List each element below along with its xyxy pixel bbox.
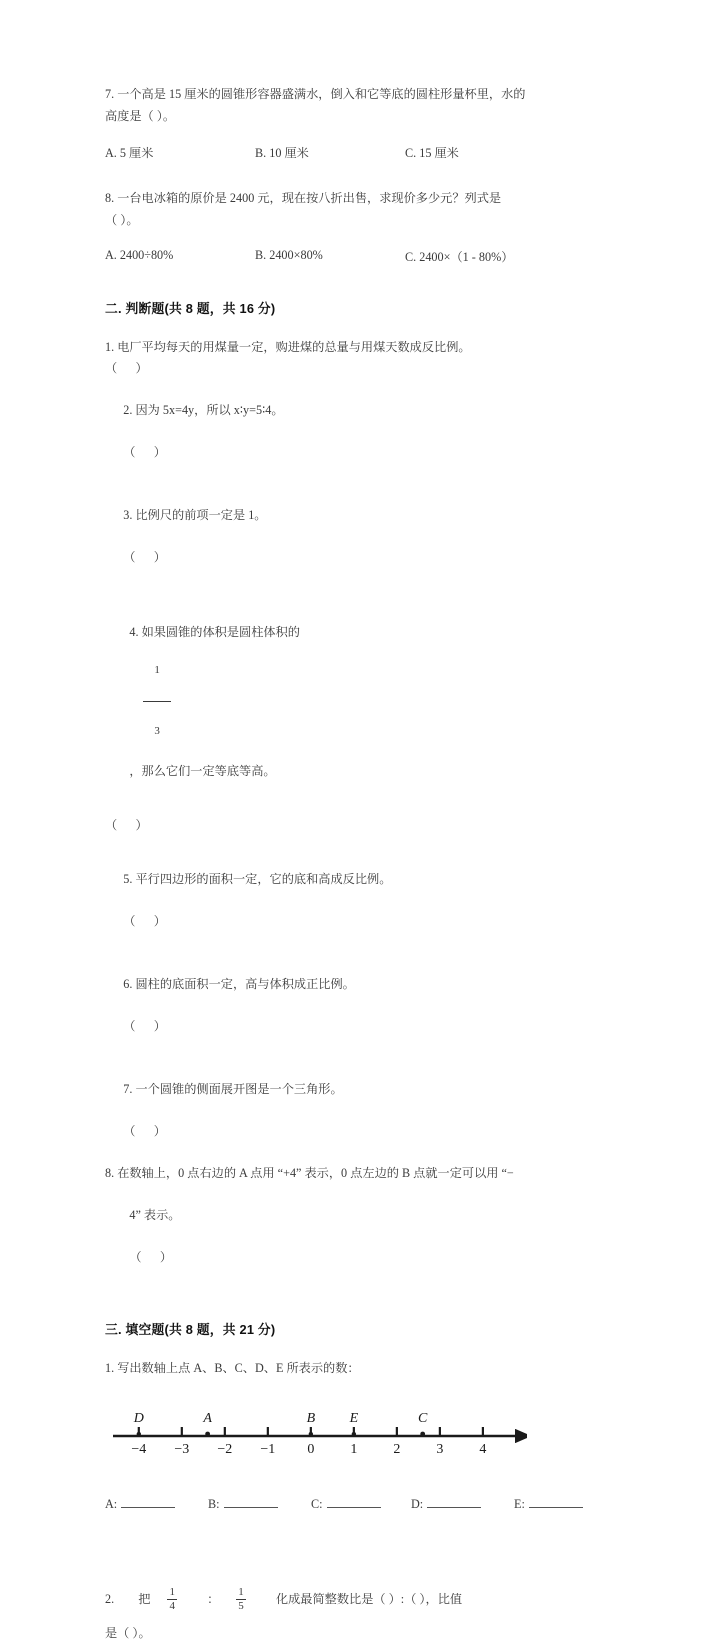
answer-blank-a[interactable]	[105, 1496, 175, 1512]
answer-blank-d[interactable]	[411, 1496, 481, 1512]
fill-question-2-text-line2[interactable]: 是（ ）。	[105, 1626, 151, 1641]
answer-blank-e-underline[interactable]	[529, 1496, 583, 1508]
fraction-denominator: 5	[238, 1600, 244, 1613]
answer-blank-d-underline[interactable]	[427, 1496, 481, 1508]
number-line-point-label: B	[306, 1411, 316, 1427]
judge-item-2-text: 2. 因为 5x=4y，所以 x∶y=5∶4。	[123, 403, 284, 417]
judge-item-1-answer-paren[interactable]: （ ）	[105, 361, 148, 375]
number-line-tick-label: −4	[131, 1442, 147, 1458]
judge-item-6-text: 6. 圆柱的底面积一定，高与体积成正比例。	[123, 977, 355, 992]
number-line-tick-labels	[131, 1442, 486, 1457]
question-7-stem-line2: 高度是（ ）。	[105, 109, 176, 123]
number-line-point-dot	[309, 1432, 313, 1436]
answer-blank-b-label: B:	[208, 1497, 220, 1512]
question-7-option-b[interactable]: B. 10 厘米	[255, 146, 309, 160]
fraction-denominator: 4	[169, 1600, 175, 1613]
fraction-numerator: 1	[238, 1585, 244, 1598]
fraction-numerator: 1	[154, 664, 160, 677]
question-7-option-a[interactable]: A. 5 厘米	[105, 146, 154, 160]
number-line-tick-label: −2	[217, 1442, 233, 1458]
question-8-option-a[interactable]: A. 2400÷80%	[105, 248, 174, 262]
question-8-option-b[interactable]: B. 2400×80%	[255, 248, 323, 262]
fraction-denominator: 3	[154, 724, 160, 737]
judge-item-3	[105, 484, 617, 589]
choice-question-7	[105, 84, 617, 164]
judge-item-5	[105, 848, 617, 953]
judge-item-6	[105, 953, 617, 1058]
number-line-svg	[107, 1402, 527, 1460]
number-line-tick-label: 1	[350, 1442, 358, 1458]
fill-question-2-fraction-2	[236, 1587, 246, 1613]
judge-item-4-fraction	[143, 642, 171, 760]
judge-item-3-answer-paren[interactable]: （ ）	[123, 550, 166, 564]
judge-item-8-text-line2: 4” 表示。	[129, 1208, 181, 1223]
question-7-options	[105, 144, 617, 164]
answer-blank-b[interactable]	[208, 1496, 278, 1512]
number-line-point-dot	[420, 1432, 425, 1437]
judge-item-2-answer-paren[interactable]: （ ）	[123, 445, 166, 459]
fraction-bar	[143, 701, 171, 702]
answer-blank-c-underline[interactable]	[327, 1496, 381, 1508]
fill-question-2-text-middle[interactable]: 化成最简整数比是（ ）:（ ），比值	[275, 1592, 463, 1607]
judge-item-4	[105, 601, 617, 836]
judge-item-7	[105, 1058, 617, 1163]
number-line-point-dot	[205, 1432, 210, 1437]
judge-item-7-answer-paren[interactable]: （ ）	[123, 1124, 166, 1139]
fraction-numerator: 1	[169, 1585, 175, 1598]
fill-question-1-stem: 1. 写出数轴上点 A、B、C、D、E 所表示的数：	[105, 1361, 360, 1376]
judge-item-4-text-pre: 4. 如果圆锥的体积是圆柱体积的	[129, 625, 300, 639]
judge-item-5-text: 5. 平行四边形的面积一定，它的底和高成反比例。	[123, 872, 392, 887]
answer-blank-c[interactable]	[311, 1496, 381, 1512]
fill-question-2-fraction-1	[167, 1587, 177, 1613]
number-line-tick-label: 4	[479, 1442, 487, 1458]
judge-item-5-answer-paren[interactable]: （ ）	[123, 914, 166, 929]
judge-item-1	[105, 337, 617, 379]
choice-question-8	[105, 188, 617, 268]
worksheet-content	[105, 84, 617, 1650]
number-line-tick-label: 0	[307, 1442, 315, 1458]
answer-blank-c-label: C:	[311, 1497, 323, 1512]
judge-item-8	[105, 1163, 617, 1289]
number-line-point-label: C	[418, 1411, 428, 1427]
fill-question-2-number: 2.	[105, 1592, 115, 1607]
judge-item-2	[105, 379, 617, 484]
number-line-point-label: E	[349, 1411, 359, 1427]
question-7-option-c[interactable]: C. 15 厘米	[405, 146, 459, 160]
number-line-point-label: D	[133, 1411, 144, 1427]
fill-question-2-verb: 把	[138, 1592, 151, 1607]
question-8-option-c[interactable]: C. 2400×（1 - 80%）	[405, 250, 514, 264]
judge-item-6-answer-paren[interactable]: （ ）	[123, 1019, 166, 1034]
fraction-bar	[236, 1599, 246, 1600]
answer-blank-b-underline[interactable]	[224, 1496, 278, 1508]
answer-blank-row	[105, 1496, 617, 1518]
number-line-point-label: A	[203, 1411, 212, 1427]
number-line-tick-label: 2	[393, 1442, 401, 1458]
judge-item-8-answer-paren[interactable]: （ ）	[129, 1250, 173, 1265]
question-8-stem-line1: 8. 一台电冰箱的原价是 2400 元，现在按八折出售，求现价多少元？列式是	[105, 191, 502, 205]
number-line-points	[133, 1411, 428, 1436]
answer-blank-a-underline[interactable]	[121, 1496, 175, 1508]
fill-question-2-ratio-colon: ：	[207, 1592, 220, 1607]
judge-item-4-answer-paren[interactable]: （ ）	[105, 818, 148, 833]
answer-blank-d-label: D:	[411, 1497, 424, 1512]
answer-blank-a-label: A:	[105, 1497, 118, 1512]
number-line-tick-label: −1	[260, 1442, 276, 1458]
section-heading-fill: 三. 填空题(共 8 题，共 21 分)	[105, 1322, 276, 1338]
answer-blank-e[interactable]	[514, 1496, 583, 1512]
section-heading-judge: 二. 判断题(共 8 题，共 16 分)	[105, 301, 276, 316]
question-8-stem-line2: （ ）。	[105, 213, 139, 227]
number-line-figure	[107, 1402, 527, 1460]
fill-question-2	[105, 1582, 617, 1650]
fraction-bar	[167, 1599, 177, 1600]
judge-item-8-text-line1: 8. 在数轴上，0 点右边的 A 点用 “+4” 表示，0 点左边的 B 点就一定可以用 “−	[105, 1166, 514, 1181]
number-line-point-dot	[137, 1432, 141, 1436]
judge-item-4-text-post: ，那么它们一定等底等高。	[129, 764, 276, 779]
question-7-stem-line1: 7. 一个高是 15 厘米的圆锥形容器盛满水，倒入和它等底的圆柱形量杯里，水的	[105, 87, 526, 101]
answer-blank-e-label: E:	[514, 1497, 525, 1512]
number-line-tick-label: −3	[174, 1442, 190, 1458]
judge-item-1-text: 1. 电厂平均每天的用煤量一定，购进煤的总量与用煤天数成反比例。	[105, 340, 471, 354]
number-line-tick-label: 3	[436, 1442, 444, 1458]
judge-item-3-text: 3. 比例尺的前项一定是 1。	[123, 508, 267, 522]
judge-item-7-text: 7. 一个圆锥的侧面展开图是一个三角形。	[123, 1082, 343, 1097]
question-8-options	[105, 248, 617, 268]
number-line-point-dot	[352, 1432, 356, 1436]
